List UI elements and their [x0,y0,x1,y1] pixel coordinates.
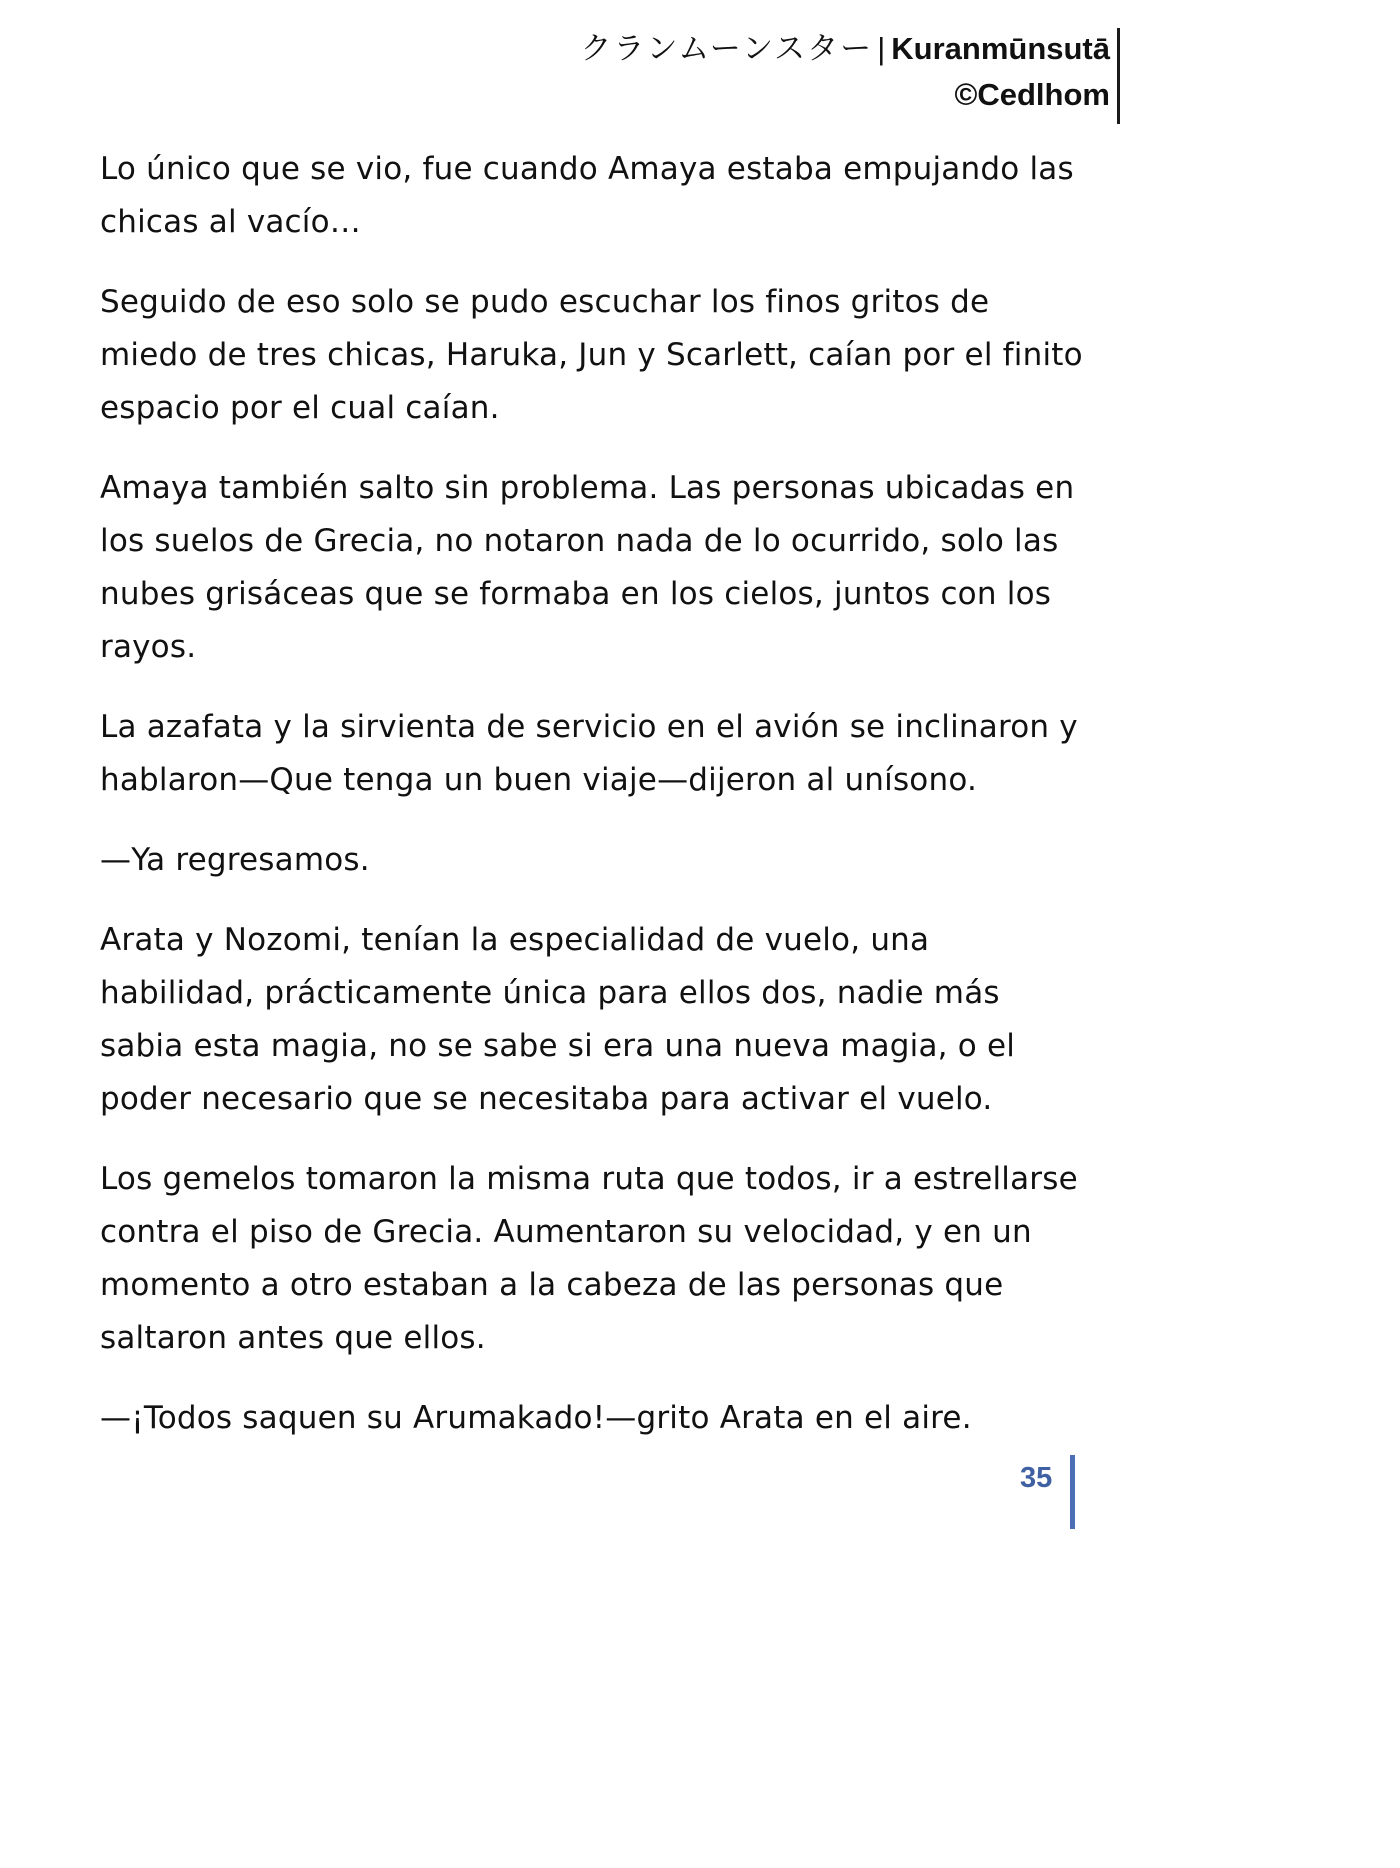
paragraph: —Ya regresamos. [100,842,370,878]
page-number: 35 [1020,1462,1053,1494]
header-copyright: ©Cedlhom [954,77,1110,112]
header-separator: | [877,31,886,66]
paragraph: Lo único que se vio, fue cuando Amaya estaba empujando las chicas al vacío… [100,151,1074,240]
page-number-rule [1070,1455,1075,1529]
header-title-jp: クランムーンスター [580,31,874,67]
paragraph: —¡Todos saquen su Arumakado!—grito Arata en el aire. [100,1400,972,1436]
paragraph: Amaya también salto sin problema. Las personas ubicadas en los suelos de Grecia, no notaron nada de lo ocurrido, solo las nubes grisáceas que se formaba en los cielos, juntos con los rayos. [100,470,1075,665]
paragraph: Arata y Nozomi, tenían la especialidad de vuelo, una habilidad, prácticamente única para ellos dos, nadie más sabia esta magia, no se sabe si era una nueva magia, o el poder necesario que se necesitaba para activar el vuelo. [100,922,1016,1117]
paragraph: Los gemelos tomaron la misma ruta que todos, ir a estrellarse contra el piso de Grecia. Aumentaron su velocidad, y en un momento a otro estaban a la cabeza de las personas que saltaron antes que ellos. [100,1161,1078,1356]
page-header [581,26,1110,118]
page-body [100,143,1090,1472]
header-vertical-rule [1117,28,1120,124]
header-title-line [581,26,1110,72]
header-title-romaji: Kuranmūnsutā [891,31,1110,66]
paragraph: Seguido de eso solo se pudo escuchar los finos gritos de miedo de tres chicas, Haruka, Jun y Scarlett, caían por el finito espacio por el cual caían. [100,284,1083,426]
paragraph: La azafata y la sirvienta de servicio en el avión se inclinaron y hablaron—Que tenga un buen viaje—dijeron al unísono. [100,709,1078,798]
